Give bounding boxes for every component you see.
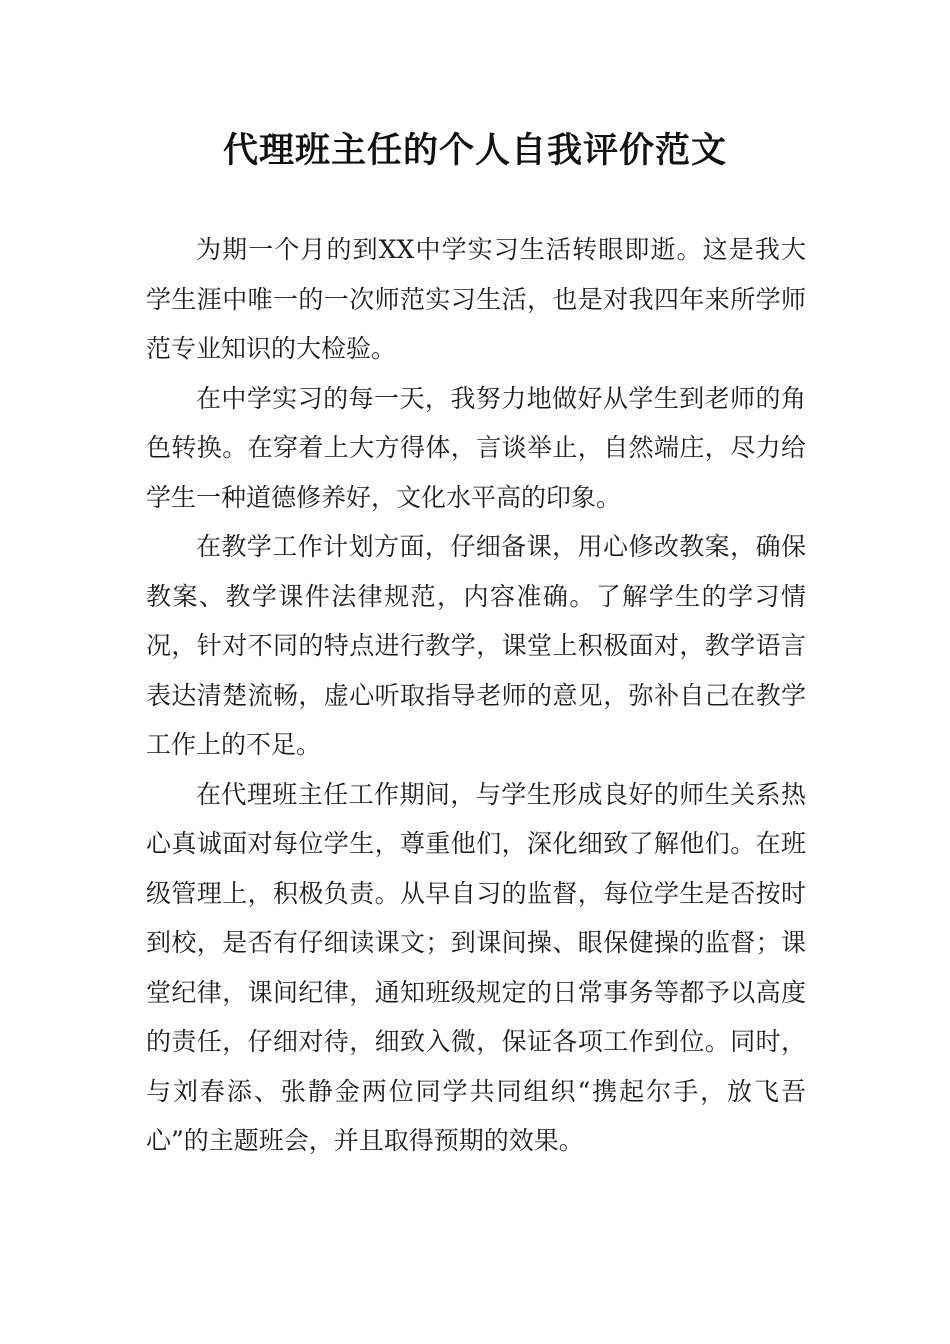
document-title: 代理班主任的个人自我评价范文	[222, 131, 727, 171]
document-body	[146, 225, 806, 1166]
paragraph: 在代理班主任工作期间，与学生形成良好的师生关系热心真诚面对每位学生，尊重他们，深化细致了解他们。在班级管理上，积极负责。从早自习的监督，每位学生是否按时到校，是否有仔细读课文；到课间操、眼保健操的监督；课堂纪律，课间纪律，通知班级规定的日常事务等都予以高度的责任，仔细对待，细致入微，保证各项工作到位。同时，与刘春添、张静金两位同学共同组织“携起尔手，放飞吾心”的主题班会，并且取得预期的效果。	[146, 779, 806, 1155]
paragraph: 在教学工作计划方面，仔细备课，用心修改教案，确保教案、教学课件法律规范，内容准确。了解学生的学习情况，针对不同的特点进行教学，课堂上积极面对，教学语言表达清楚流畅，虚心听取指导老师的意见，弥补自己在教学工作上的不足。	[146, 532, 806, 759]
paragraph: 在中学实习的每一天，我努力地做好从学生到老师的角色转换。在穿着上大方得体，言谈举止，自然端庄，尽力给学生一种道德修养好，文化水平高的印象。	[146, 383, 806, 512]
paragraph: 为期一个月的到XX中学实习生活转眼即逝。这是我大学生涯中唯一的一次师范实习生活，也是对我四年来所学师范专业知识的大检验。	[146, 235, 806, 363]
